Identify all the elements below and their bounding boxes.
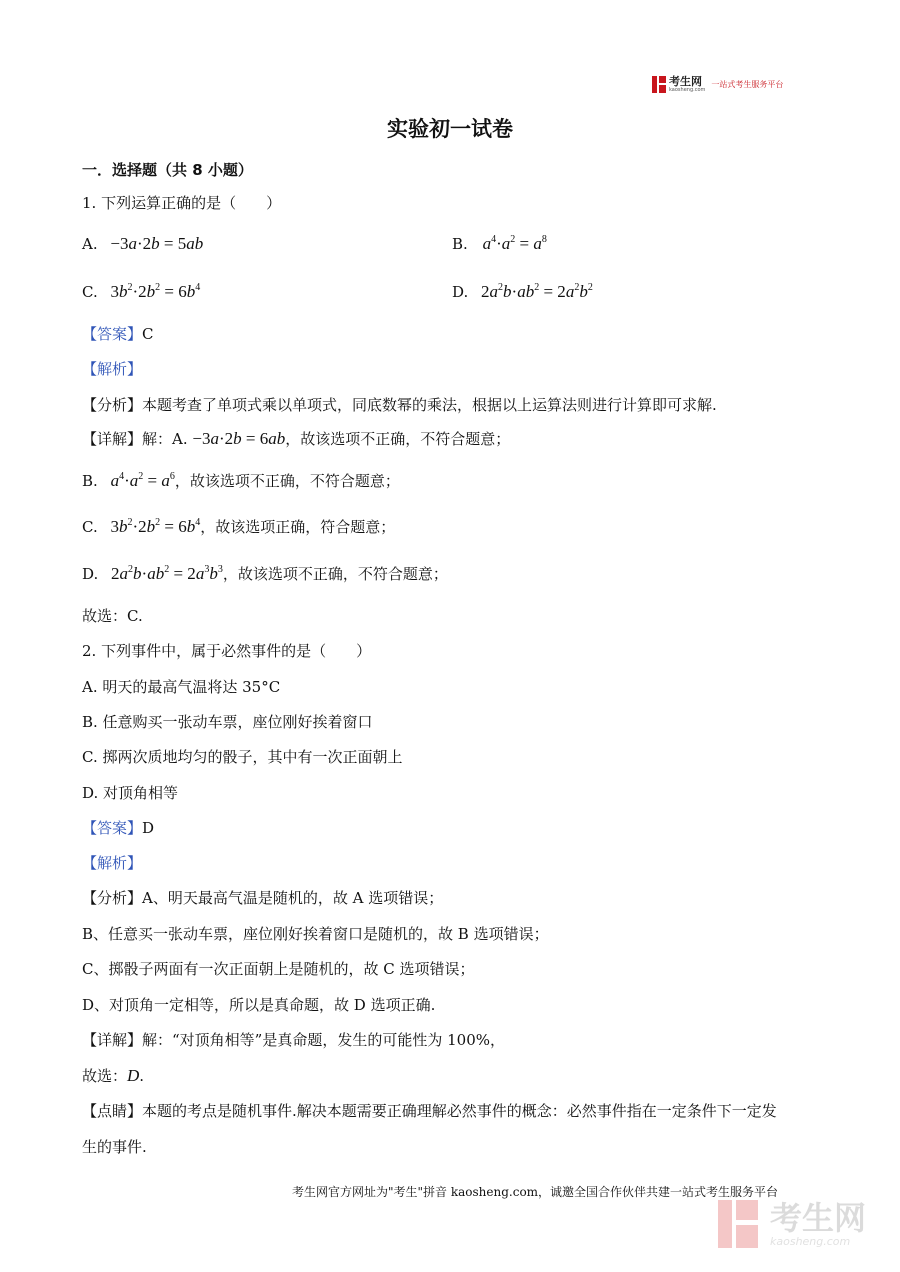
watermark-name: 考生网 bbox=[770, 1198, 867, 1237]
q2-fenxi-b: B、任意买一张动车票，座位刚好挨着窗口是随机的，故 B 选项错误； bbox=[82, 925, 549, 943]
q2-answer bbox=[82, 817, 154, 838]
q1-option-b: B. $a^4\cdot a^2 = a^8$ bbox=[452, 234, 547, 253]
q1-xiangjie-c-label: C. bbox=[82, 518, 98, 536]
q1-xiangjie-b: B. $a^4\cdot a^2 = a^6$，故该选项不正确，不符合题意； bbox=[82, 471, 400, 490]
q2-conclusion-prefix: 故选： bbox=[82, 1067, 128, 1085]
q2-conclusion bbox=[82, 1065, 144, 1086]
q2-fenxi-tag: 【分析】 bbox=[82, 889, 143, 907]
page-footer: 考生网官方网址为"考生"拼音 kaosheng.com，诚邀全国合作伙伴共建一站式考生服务平台 bbox=[292, 1185, 779, 1199]
header-logo bbox=[652, 74, 783, 94]
q1-answer-tag: 【答案】 bbox=[82, 325, 143, 343]
kaosheng-logo-icon bbox=[652, 76, 666, 93]
watermark bbox=[718, 1200, 866, 1248]
q2-conclusion-letter: D bbox=[127, 1066, 140, 1085]
q2-dianjing-2: 生的事件. bbox=[82, 1138, 147, 1156]
q1-answer-value: C bbox=[142, 325, 154, 343]
q2-fenxi-c: C、掷骰子两面有一次正面朝上是随机的，故 C 选项错误； bbox=[82, 960, 475, 978]
q1-fenxi-text: 本题考查了单项式乘以单项式，同底数幂的乘法，根据以上运算法则进行计算即可求解. bbox=[142, 396, 717, 414]
q1-conclusion: 故选：C. bbox=[82, 607, 143, 625]
q1-option-d: D. $2a^2b\cdot ab^2 = 2a^2b^2$ bbox=[452, 282, 593, 301]
q2-answer-tag: 【答案】 bbox=[82, 819, 143, 837]
logo-name: 考生网 bbox=[669, 74, 702, 88]
q2-xiangjie-tag: 【详解】 bbox=[82, 1031, 143, 1049]
q2-analysis-tag: 【解析】 bbox=[82, 854, 143, 872]
q1-xiangjie-b-label: B. bbox=[82, 472, 98, 490]
watermark-url: kaosheng.com bbox=[770, 1234, 851, 1248]
logo-url: kaosheng.com bbox=[669, 86, 706, 93]
q1-analysis-tag: 【解析】 bbox=[82, 360, 143, 378]
q1-stem: 1. 下列运算正确的是（ ） bbox=[82, 194, 282, 212]
page-title: 实验初一试卷 bbox=[387, 117, 513, 141]
q1-xiangjie-d: D. $2a^2b\cdot ab^2 = 2a^3b^3$，故该选项不正确，不符合题意； bbox=[82, 564, 448, 583]
q1-xiangjie-d-tail: ，故该选项不正确，不符合题意； bbox=[222, 565, 448, 583]
q1-xiangjie-c-tail: ，故该选项正确，符合题意； bbox=[200, 518, 396, 536]
q1-option-a-label: A. bbox=[82, 235, 98, 253]
q1-xiangjie-d-label: D. bbox=[82, 565, 99, 583]
q2-option-b: B. 任意购买一张动车票，座位刚好挨着窗口 bbox=[82, 713, 373, 731]
q2-fenxi-a-text: A、明天最高气温是随机的，故 A 选项错误； bbox=[142, 889, 444, 907]
q2-dianjing-1 bbox=[82, 1100, 777, 1121]
q1-fenxi bbox=[82, 394, 717, 415]
watermark-logo-icon bbox=[718, 1200, 762, 1248]
q2-answer-value: D bbox=[142, 819, 155, 837]
q2-xiangjie-text: 解：“对顶角相等”是真命题，发生的可能性为 100%， bbox=[142, 1031, 506, 1049]
q1-xiangjie-tag: 【详解】 bbox=[82, 430, 143, 448]
q1-option-a: A. −3a·2b = 5ab bbox=[82, 234, 204, 253]
logo-slogan: 一站式考生服务平台 bbox=[711, 79, 784, 89]
q2-fenxi-a bbox=[82, 887, 443, 908]
q2-dianjing-1-text: 本题的考点是随机事件.解决本题需要正确理解必然事件的概念：必然事件指在一定条件下一定发 bbox=[142, 1102, 777, 1120]
q1-xiangjie-a-tail: ，故该选项不正确，不符合题意； bbox=[285, 430, 511, 448]
q1-option-b-label: B. bbox=[452, 235, 468, 253]
section-heading: 一．选择题（共 8 小题） bbox=[82, 161, 253, 179]
q2-option-d: D. 对顶角相等 bbox=[82, 784, 179, 802]
q1-xiangjie-b-tail: ，故该选项不正确，不符合题意； bbox=[174, 472, 400, 490]
q1-option-c: C. $3b^2\cdot 2b^2 = 6b^4$ bbox=[82, 282, 201, 301]
q2-fenxi-d: D、对顶角一定相等，所以是真命题，故 D 选项正确. bbox=[82, 996, 436, 1014]
q2-option-a: A. 明天的最高气温将达 35°C bbox=[82, 678, 281, 696]
q1-option-d-label: D. bbox=[452, 283, 469, 301]
q1-xiangjie-prefix: 解：A. bbox=[142, 430, 188, 448]
q2-conclusion-suffix: . bbox=[139, 1067, 145, 1085]
q1-xiangjie-c: C. $3b^2\cdot 2b^2 = 6b^4$，故该选项正确，符合题意； bbox=[82, 517, 396, 536]
q2-option-c: C. 掷两次质地均匀的骰子，其中有一次正面朝上 bbox=[82, 748, 403, 766]
q2-stem: 2. 下列事件中，属于必然事件的是（ ） bbox=[82, 642, 372, 660]
q2-xiangjie bbox=[82, 1029, 505, 1050]
q1-option-c-label: C. bbox=[82, 283, 98, 301]
q1-fenxi-tag: 【分析】 bbox=[82, 396, 143, 414]
q1-xiangjie-a: 【详解】解：A. −3a·2b = 6ab，故该选项不正确，不符合题意； bbox=[82, 429, 511, 448]
q1-answer bbox=[82, 323, 154, 344]
q2-dianjing-tag: 【点睛】 bbox=[82, 1102, 143, 1120]
